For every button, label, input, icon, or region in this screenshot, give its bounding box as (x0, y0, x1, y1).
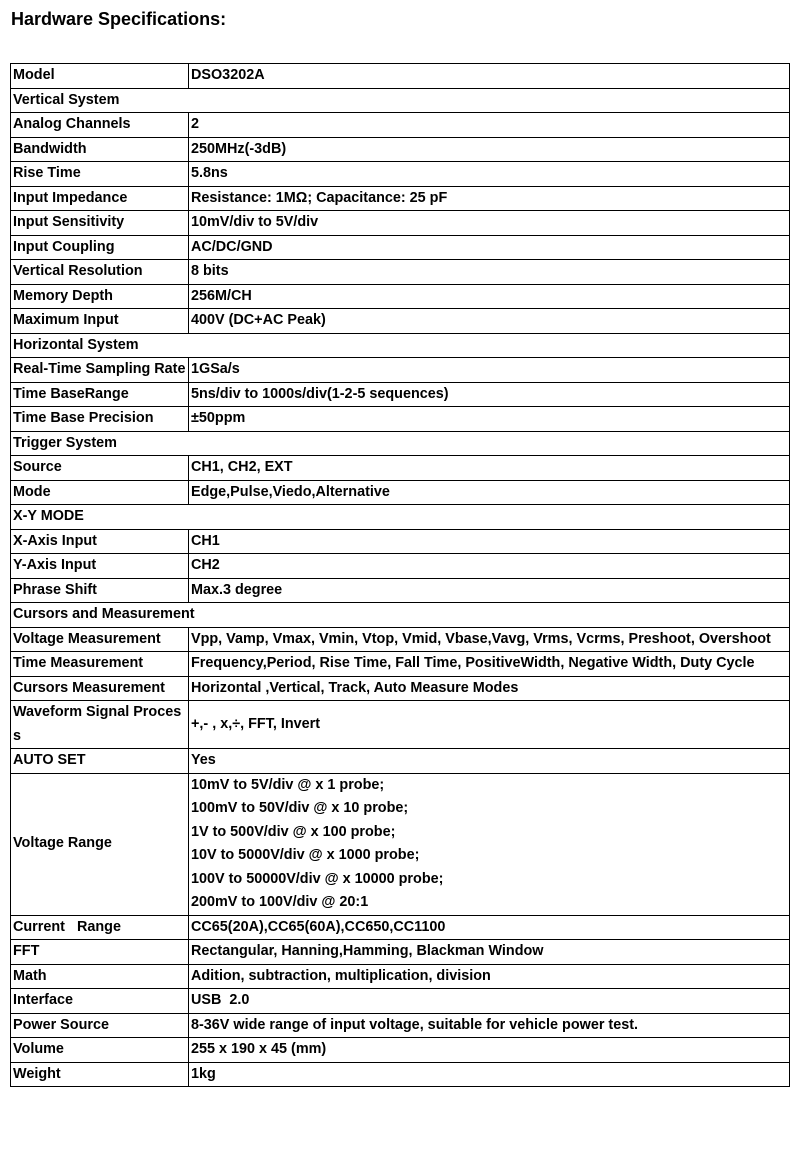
spec-row-current-range (11, 915, 790, 940)
hardware-spec-table (10, 63, 790, 1087)
spec-row-x-axis-input (11, 529, 790, 554)
spec-value: Horizontal ,Vertical, Track, Auto Measure Modes (189, 676, 790, 701)
spec-row-maximum-input (11, 309, 790, 334)
spec-value: Frequency,Period, Rise Time, Fall Time, PositiveWidth, Negative Width, Duty Cycle (189, 652, 790, 677)
spec-row-y-axis-input (11, 554, 790, 579)
spec-row-volume (11, 1038, 790, 1063)
spec-row-mode (11, 480, 790, 505)
spec-value: 2 (189, 113, 790, 138)
spec-label: Weight (11, 1062, 189, 1087)
spec-row-power-source (11, 1013, 790, 1038)
spec-label: Mode (11, 480, 189, 505)
spec-label: Time BaseRange (11, 382, 189, 407)
spec-row-math (11, 964, 790, 989)
section-row-vertical-system (11, 88, 790, 113)
voltage-range-line: 1V to 500V/div @ x 100 probe; (191, 823, 396, 840)
spec-value: 1kg (189, 1062, 790, 1087)
spec-value (189, 773, 790, 915)
spec-value: USB 2.0 (189, 989, 790, 1014)
spec-label: Waveform Signal Process (11, 701, 189, 749)
spec-row-voltage-measurement (11, 627, 790, 652)
section-row-trigger-system (11, 431, 790, 456)
spec-label: Y-Axis Input (11, 554, 189, 579)
spec-row-input-sensitivity (11, 211, 790, 236)
spec-value: 5ns/div to 1000s/div(1-2-5 sequences) (189, 382, 790, 407)
section-heading: Vertical System (11, 88, 790, 113)
spec-label: AUTO SET (11, 749, 189, 774)
spec-label: Time Base Precision (11, 407, 189, 432)
spec-value: AC/DC/GND (189, 235, 790, 260)
spec-label: Analog Channels (11, 113, 189, 138)
spec-label: Bandwidth (11, 137, 189, 162)
spec-value: CC65(20A),CC65(60A),CC650,CC1100 (189, 915, 790, 940)
spec-row-auto-set (11, 749, 790, 774)
section-heading: Cursors and Measurement (11, 603, 790, 628)
spec-label: Input Sensitivity (11, 211, 189, 236)
spec-label: Interface (11, 989, 189, 1014)
spec-row-interface (11, 989, 790, 1014)
spec-label: X-Axis Input (11, 529, 189, 554)
spec-value: DSO3202A (189, 64, 790, 89)
voltage-range-line: 10mV to 5V/div @ x 1 probe; (191, 776, 385, 793)
spec-label: Real-Time Sampling Rate (11, 358, 189, 383)
spec-row-memory-depth (11, 284, 790, 309)
section-heading: Trigger System (11, 431, 790, 456)
spec-label: Time Measurement (11, 652, 189, 677)
spec-value: Edge,Pulse,Viedo,Alternative (189, 480, 790, 505)
spec-value: 10mV/div to 5V/div (189, 211, 790, 236)
spec-label: Cursors Measurement (11, 676, 189, 701)
spec-row-bandwidth (11, 137, 790, 162)
spec-label: Phrase Shift (11, 578, 189, 603)
spec-value: Rectangular, Hanning,Hamming, Blackman Window (189, 940, 790, 965)
section-heading: Horizontal System (11, 333, 790, 358)
spec-value: Max.3 degree (189, 578, 790, 603)
spec-label: Math (11, 964, 189, 989)
spec-label: Memory Depth (11, 284, 189, 309)
spec-row-vertical-resolution (11, 260, 790, 285)
spec-label: Current Range (11, 915, 189, 940)
spec-value: 8 bits (189, 260, 790, 285)
voltage-range-line: 100mV to 50V/div @ x 10 probe; (191, 800, 409, 816)
spec-value: 1GSa/s (189, 358, 790, 383)
voltage-range-line: 10V to 5000V/div @ x 1000 probe; (191, 847, 420, 863)
spec-label: Voltage Range (11, 773, 189, 915)
spec-row-source (11, 456, 790, 481)
spec-row-model (11, 64, 790, 89)
section-row-xy-mode (11, 505, 790, 530)
spec-row-fft (11, 940, 790, 965)
spec-row-input-impedance (11, 186, 790, 211)
spec-label: Power Source (11, 1013, 189, 1038)
page-title: Hardware Specifications: (11, 9, 227, 29)
spec-row-analog-channels (11, 113, 790, 138)
spec-label: Model (11, 64, 189, 89)
spec-row-rise-time (11, 162, 790, 187)
spec-value: Yes (189, 749, 790, 774)
spec-value: 5.8ns (189, 162, 790, 187)
spec-value: Adition, subtraction, multiplication, division (189, 964, 790, 989)
spec-label: Input Coupling (11, 235, 189, 260)
spec-row-waveform-processing (11, 701, 790, 749)
spec-value: 255 x 190 x 45 (mm) (189, 1038, 790, 1063)
spec-row-voltage-range (11, 773, 790, 915)
spec-value: CH1 (189, 529, 790, 554)
spec-row-cursors-measurement (11, 676, 790, 701)
spec-label: Maximum Input (11, 309, 189, 334)
spec-label: Volume (11, 1038, 189, 1063)
spec-row-time-base-range (11, 382, 790, 407)
spec-label: FFT (11, 940, 189, 965)
spec-value: 250MHz(-3dB) (189, 137, 790, 162)
spec-label: Source (11, 456, 189, 481)
spec-row-sampling-rate (11, 358, 790, 383)
spec-value: +,- , x,÷, FFT, Invert (189, 701, 790, 749)
spec-label: Voltage Measurement (11, 627, 189, 652)
spec-row-input-coupling (11, 235, 790, 260)
spec-label: Vertical Resolution (11, 260, 189, 285)
spec-row-phrase-shift (11, 578, 790, 603)
spec-value: 8-36V wide range of input voltage, suitable for vehicle power test. (189, 1013, 790, 1038)
section-row-horizontal-system (11, 333, 790, 358)
spec-row-time-base-precision (11, 407, 790, 432)
spec-row-weight (11, 1062, 790, 1087)
section-row-cursors-and-measurement (11, 603, 790, 628)
spec-row-time-measurement (11, 652, 790, 677)
spec-value: CH1, CH2, EXT (189, 456, 790, 481)
spec-value: 400V (DC+AC Peak) (189, 309, 790, 334)
voltage-range-line: 100V to 50000V/div @ x 10000 probe; (191, 870, 444, 887)
spec-label: Input Impedance (11, 186, 189, 211)
spec-value: Vpp, Vamp, Vmax, Vmin, Vtop, Vmid, Vbase,Vavg, Vrms, Vcrms, Preshoot, Overshoot (189, 627, 790, 652)
spec-value: 256M/CH (189, 284, 790, 309)
spec-label: Rise Time (11, 162, 189, 187)
section-heading: X-Y MODE (11, 505, 790, 530)
spec-value: Resistance: 1MΩ; Capacitance: 25 pF (189, 186, 790, 211)
voltage-range-line: 200mV to 100V/div @ 20:1 (191, 894, 369, 910)
spec-value: ±50ppm (189, 407, 790, 432)
spec-value: CH2 (189, 554, 790, 579)
